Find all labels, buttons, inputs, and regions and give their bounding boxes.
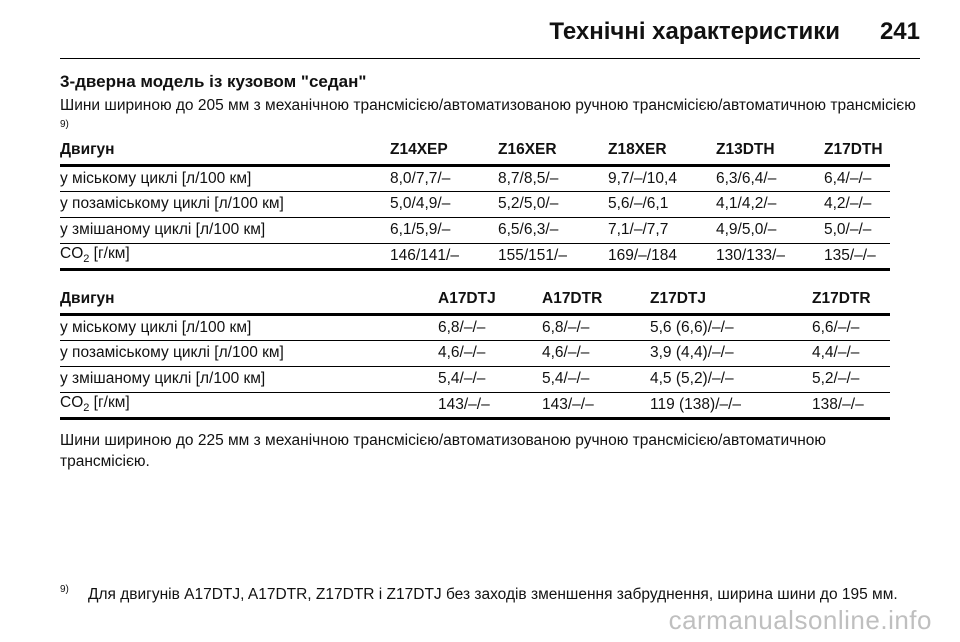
table-cell: 8,7/8,5/– (498, 165, 608, 191)
table-cell: 6,8/–/– (542, 314, 650, 340)
table-cell: у міському циклі [л/100 км] (60, 314, 438, 340)
table-cell: 4,2/–/– (824, 191, 890, 217)
table-cell: 5,0/–/– (824, 217, 890, 243)
table-cell: 6,8/–/– (438, 314, 542, 340)
table-cell: у змішаному циклі [л/100 км] (60, 217, 390, 243)
table-header-cell: A17DTJ (438, 286, 542, 314)
table-header-cell: Двигун (60, 137, 390, 165)
co2-label-co: CO (60, 394, 84, 412)
table-cell: 143/–/– (542, 392, 650, 418)
table-cell: 4,4/–/– (812, 340, 890, 366)
table-cell: 6,5/6,3/– (498, 217, 608, 243)
page-header (60, 10, 920, 59)
co2-label-sub: 2 (83, 253, 90, 266)
table-cell: 5,4/–/– (438, 366, 542, 392)
watermark: carmanualsonline.info (668, 605, 932, 635)
co2-label-unit: [г/км] (89, 394, 130, 412)
table-header-row (60, 137, 890, 165)
table-cell: 143/–/– (438, 392, 542, 418)
footnote-mark: 9) (60, 584, 69, 595)
table-row (60, 165, 890, 191)
co2-label (60, 243, 390, 269)
table-cell: 119 (138)/–/– (650, 392, 812, 418)
table-cell: 7,1/–/7,7 (608, 217, 716, 243)
consumption-table-2 (60, 286, 890, 420)
table-header-cell: Двигун (60, 286, 438, 314)
table-header-cell: Z13DTH (716, 137, 824, 165)
table-header-cell: Z17DTJ (650, 286, 812, 314)
table-cell: у змішаному циклі [л/100 км] (60, 366, 438, 392)
table-row-co2 (60, 392, 890, 418)
table-cell: 146/141/– (390, 243, 498, 269)
table-cell: у позаміському циклі [л/100 км] (60, 191, 390, 217)
table-cell: 5,2/5,0/– (498, 191, 608, 217)
table-header-cell: Z14XEP (390, 137, 498, 165)
table-cell: 4,9/5,0/– (716, 217, 824, 243)
table-cell: 155/151/– (498, 243, 608, 269)
table-cell: 4,5 (5,2)/–/– (650, 366, 812, 392)
table-cell: у позаміському циклі [л/100 км] (60, 340, 438, 366)
table-row (60, 314, 890, 340)
table-header-cell: A17DTR (542, 286, 650, 314)
tire-note: Шини шириною до 225 мм з механічною трансмісією/автоматизованою ручною трансмісією/автоматичною трансмісією. (60, 432, 827, 470)
footnote-text: Для двигунів A17DTJ, A17DTR, Z17DTR і Z17DTJ без заходів зменшення забруднення, ширина шини до 195 мм. (88, 586, 898, 603)
table-cell: 5,4/–/– (542, 366, 650, 392)
table-cell: 130/133/– (716, 243, 824, 269)
table-cell: 5,2/–/– (812, 366, 890, 392)
page-title: Технічні характеристики (549, 18, 840, 45)
table-header-cell: Z18XER (608, 137, 716, 165)
footnote-ref: 9) (60, 119, 69, 130)
table-cell: 8,0/7,7/– (390, 165, 498, 191)
table-row (60, 340, 890, 366)
table-cell: 4,1/4,2/– (716, 191, 824, 217)
table-cell: 138/–/– (812, 392, 890, 418)
table-row (60, 366, 890, 392)
table-cell: 6,6/–/– (812, 314, 890, 340)
table-header-row (60, 286, 890, 314)
co2-label-unit: [г/км] (89, 245, 130, 263)
page-number: 241 (879, 18, 920, 45)
table-header-cell: Z16XER (498, 137, 608, 165)
table-cell: 4,6/–/– (542, 340, 650, 366)
table-row (60, 191, 890, 217)
co2-label-co: CO (60, 245, 84, 263)
table-cell: 4,6/–/– (438, 340, 542, 366)
table-cell: 135/–/– (824, 243, 890, 269)
intro-text: Шини шириною до 205 мм з механічною трансмісією/автоматизованою ручною трансмісією/автоматичною трансмісією (60, 97, 916, 114)
section-title: 3-дверна модель із кузовом "седан" (60, 72, 367, 91)
table-row-co2 (60, 243, 890, 269)
table-cell: 5,6/–/6,1 (608, 191, 716, 217)
table-cell: 5,0/4,9/– (390, 191, 498, 217)
table-cell: 9,7/–/10,4 (608, 165, 716, 191)
section-intro (60, 95, 920, 137)
table-row (60, 217, 890, 243)
table-cell: 6,1/5,9/– (390, 217, 498, 243)
table-cell: у міському циклі [л/100 км] (60, 165, 390, 191)
table-cell: 6,3/6,4/– (716, 165, 824, 191)
table-cell: 169/–/184 (608, 243, 716, 269)
table-cell: 6,4/–/– (824, 165, 890, 191)
table-cell: 5,6 (6,6)/–/– (650, 314, 812, 340)
co2-label-sub: 2 (83, 402, 90, 415)
table-cell: 3,9 (4,4)/–/– (650, 340, 812, 366)
table-header-cell: Z17DTR (812, 286, 890, 314)
table-header-cell: Z17DTH (824, 137, 890, 165)
co2-label (60, 392, 438, 418)
consumption-table-1 (60, 137, 890, 271)
